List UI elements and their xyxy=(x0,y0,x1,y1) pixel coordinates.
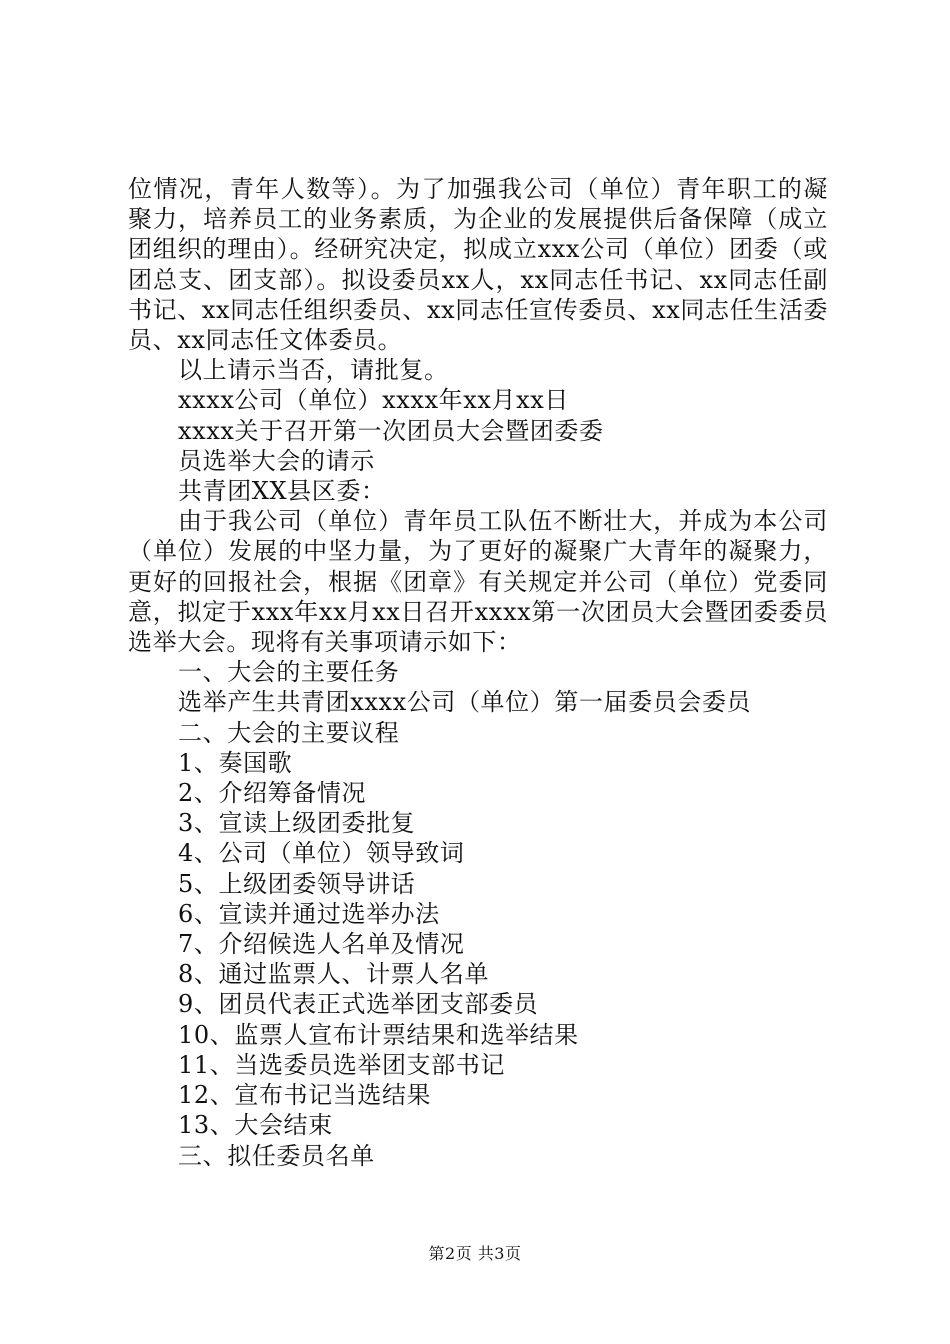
agenda-item: 4、公司（单位）领导致词 xyxy=(178,839,465,868)
agenda-item: 6、宣读并通过选举办法 xyxy=(178,899,440,928)
document-body xyxy=(128,174,828,1171)
agenda-item: 10、监票人宣布计票结果和选举结果 xyxy=(178,1020,579,1049)
page-number-footer: 第2页 共3页 xyxy=(428,1244,522,1263)
paragraph-continuation: 位情况，青年人数等）。为了加强我公司（单位）青年职工的凝聚力，培养员工的业务素质，为企业的发展提供后备保障（成立团组织的理由）。经研究决定，拟成立xxx公司（单位）团委（或团总支、团支部）。拟设委员xx人，xx同志任书记、xx同志任副书记、xx同志任组织委员、xx同志任宣传委员、xx同志任生活委员、xx同志任文体委员。 xyxy=(128,175,828,355)
paragraph-title-line-1: xxxx关于召开第一次团员大会暨团委委 xyxy=(178,416,604,445)
agenda-item: 13、大会结束 xyxy=(178,1111,333,1140)
agenda-item: 8、通过监票人、计票人名单 xyxy=(178,960,490,989)
paragraph-approval-request: 以上请示当否，请批复。 xyxy=(178,356,449,385)
paragraph-request-body: 由于我公司（单位）青年员工队伍不断壮大，并成为本公司（单位）发展的中坚力量，为了更好的凝聚广大青年的凝聚力，更好的回报社会，根据《团章》有关规定并公司（单位）党委同意，拟定于xxx年xx月xx日召开xxxx第一次团员大会暨团委委员选举大会。现将有关事项请示如下： xyxy=(128,507,828,657)
agenda-item: 7、介绍候选人名单及情况 xyxy=(178,930,465,959)
paragraph-tasks-detail: 选举产生共青团xxxx公司（单位）第一届委员会委员 xyxy=(178,688,752,717)
section-heading-nominees: 三、拟任委员名单 xyxy=(178,1141,375,1170)
agenda-item: 12、宣布书记当选结果 xyxy=(178,1081,432,1110)
agenda-item: 2、介绍筹备情况 xyxy=(178,779,367,808)
paragraph-addressee: 共青团XX县区委： xyxy=(178,477,386,506)
paragraph-title-line-2: 员选举大会的请示 xyxy=(178,446,375,475)
agenda-item: 11、当选委员选举团支部书记 xyxy=(178,1050,505,1079)
section-heading-tasks: 一、大会的主要任务 xyxy=(178,658,400,687)
agenda-item: 5、上级团委领导讲话 xyxy=(178,869,416,898)
agenda-item: 1、奏国歌 xyxy=(178,748,293,777)
agenda-item: 9、团员代表正式选举团支部委员 xyxy=(178,990,539,1019)
paragraph-signature-date: xxxx公司（单位）xxxx年xx月xx日 xyxy=(178,386,570,415)
section-heading-agenda: 二、大会的主要议程 xyxy=(178,718,400,747)
agenda-item: 3、宣读上级团委批复 xyxy=(178,809,416,838)
